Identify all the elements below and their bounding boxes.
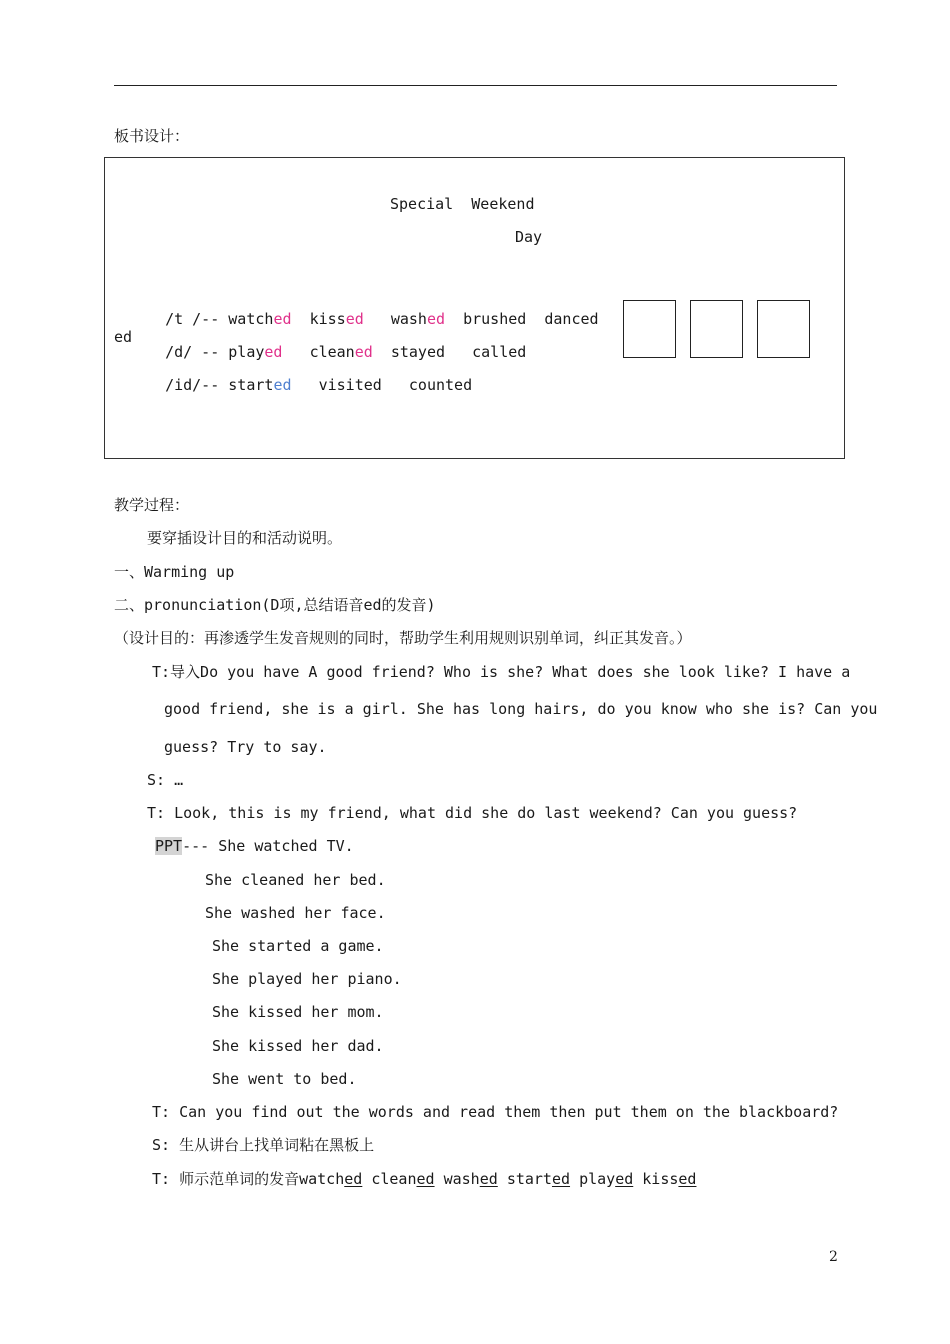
board-word: started bbox=[228, 376, 292, 394]
ppt-sentence: She kissed her dad. bbox=[212, 1037, 384, 1055]
ppt-label: PPT bbox=[155, 837, 183, 855]
teacher-demo-prefix: T: 师示范单词的发音 bbox=[152, 1170, 300, 1188]
board-title-line1: Special Weekend bbox=[390, 195, 535, 213]
teacher-intro-line1: T:导入Do you have A good friend? Who is she? What does she look like? I have a bbox=[152, 663, 851, 681]
board-word: counted bbox=[408, 376, 473, 394]
process-note: 要穿插设计目的和活动说明。 bbox=[147, 529, 343, 547]
board-row-t bbox=[147, 297, 599, 327]
teacher-task: T: Can you find out the words and read them then put them on the blackboard? bbox=[152, 1103, 839, 1121]
board-word: danced bbox=[544, 310, 599, 328]
board-blank-square bbox=[623, 300, 676, 358]
student-response-2: S: 生从讲台上找单词粘在黑板上 bbox=[152, 1136, 375, 1154]
teacher-intro-line3: guess? Try to say. bbox=[164, 738, 327, 756]
ppt-sentence: She started a game. bbox=[212, 937, 384, 955]
ppt-sentence: --- She watched TV. bbox=[182, 837, 354, 855]
demo-word: started bbox=[506, 1170, 571, 1188]
board-word: stayed bbox=[390, 343, 446, 361]
board-row-d bbox=[147, 330, 526, 360]
board-design-heading: 板书设计： bbox=[114, 127, 190, 145]
board-word: washed bbox=[390, 310, 446, 328]
student-response-1: S: … bbox=[147, 771, 184, 789]
board-blank-square bbox=[757, 300, 810, 358]
board-blank-square bbox=[690, 300, 743, 358]
demo-word: kissed bbox=[642, 1170, 697, 1188]
ppt-line bbox=[155, 839, 354, 854]
board-word: kissed bbox=[309, 310, 364, 328]
board-row-prefix: /d/ -- bbox=[165, 343, 220, 361]
process-heading: 教学过程： bbox=[114, 496, 190, 514]
board-word: watched bbox=[228, 310, 292, 328]
demo-word: cleaned bbox=[371, 1170, 435, 1188]
board-row-prefix: /t /-- bbox=[165, 310, 220, 328]
teacher-intro-line2: good friend, she is a girl. She has long hairs, do you know who she is? Can you bbox=[164, 700, 878, 718]
board-row-id bbox=[147, 363, 472, 393]
design-purpose: （设计目的：再渗透学生发音规则的同时，帮助学生利用规则识别单词，纠正其发音。） bbox=[114, 629, 692, 647]
demo-word: played bbox=[579, 1170, 634, 1188]
board-ed-label: ed bbox=[114, 328, 133, 346]
teacher-question: T: Look, this is my friend, what did she do last weekend? Can you guess? bbox=[147, 804, 798, 822]
ppt-sentence: She kissed her mom. bbox=[212, 1003, 384, 1021]
board-word: brushed bbox=[463, 310, 527, 328]
ppt-sentence: She went to bed. bbox=[212, 1070, 357, 1088]
step-warming-up: 一、Warming up bbox=[114, 563, 235, 581]
header-rule bbox=[114, 85, 837, 86]
board-word: called bbox=[472, 343, 527, 361]
teacher-demo-line bbox=[152, 1172, 696, 1187]
board-title-line2: Day bbox=[515, 228, 543, 246]
page-number: 2 bbox=[829, 1249, 838, 1265]
demo-word: washed bbox=[443, 1170, 498, 1188]
step-pronunciation: 二、pronunciation(D项,总结语音ed的发音) bbox=[114, 596, 436, 614]
board-word: visited bbox=[318, 376, 382, 394]
board-word: cleaned bbox=[309, 343, 373, 361]
ppt-sentence: She washed her face. bbox=[205, 904, 386, 922]
board-word: played bbox=[228, 343, 283, 361]
ppt-sentence: She played her piano. bbox=[212, 970, 402, 988]
ppt-sentence: She cleaned her bed. bbox=[205, 871, 386, 889]
demo-word: watched bbox=[299, 1170, 363, 1188]
board-row-prefix: /id/-- bbox=[165, 376, 220, 394]
